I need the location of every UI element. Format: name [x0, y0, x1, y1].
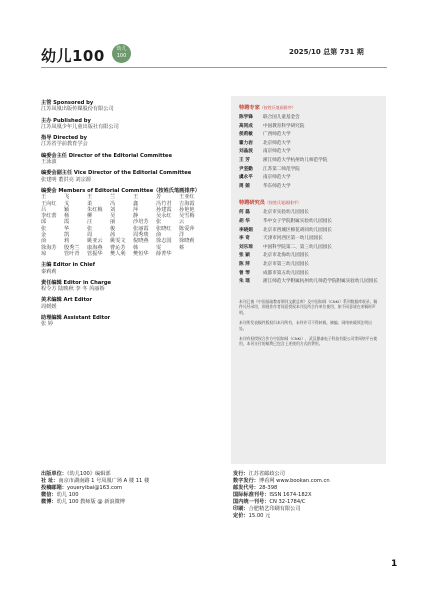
committee-member-name: 洋 — [179, 232, 185, 239]
researcher-row-name: 刘乐琼 — [239, 244, 253, 250]
sponsor-label: 主管 Sponsored by — [41, 100, 94, 106]
committee-member-name: 王 — [133, 194, 139, 201]
researcher-row-org: 北京市西城区棉花胡同幼儿园园长 — [263, 227, 332, 233]
publisher-label: 主办 Published by — [41, 117, 91, 124]
distribution-info-row-label: 发行： — [233, 471, 249, 477]
publication-info-row-value: 《幼儿100》编辑部 — [66, 471, 111, 477]
experts-title-text: 特聘专家 — [239, 105, 260, 111]
art-editor-section — [41, 297, 221, 310]
chief-editor-value: 秦莉莉 — [41, 268, 57, 275]
committee-member-name: 张 — [156, 219, 162, 226]
director-label: 指导 Directed by — [41, 135, 88, 142]
distribution-info-row — [233, 471, 387, 478]
distribution-info-row-label: 国内统一刊号： — [233, 499, 270, 505]
researcher-row — [239, 235, 378, 244]
experts-panel — [231, 96, 386, 464]
committee-member-name: 倪晓燕 — [133, 238, 149, 245]
distribution-info-row — [233, 499, 387, 506]
committee-member-name: 曹沁芳 — [110, 244, 126, 251]
assistant-editor-section — [41, 315, 221, 328]
researcher-row — [239, 218, 378, 227]
researcher-row-name: 胡 华 — [239, 218, 250, 224]
art-editor-label: 美术编辑 Art Editor — [41, 297, 93, 304]
publication-info — [41, 471, 221, 506]
committee-vice-value: 张建明 董洪亮 刘宗源 — [41, 176, 91, 183]
researcher-row-org: 浙江师范大学附属杭州幼儿师范学院附属实验幼儿园园长 — [263, 279, 378, 285]
experts-title-note: （按姓氏笔画排序） — [259, 105, 296, 110]
researchers-title-text: 特聘研究员 — [239, 200, 265, 207]
researcher-row-name: 张 颖 — [239, 253, 250, 259]
editor-in-charge-section — [41, 280, 221, 293]
committee-member-name: 张 — [87, 225, 93, 232]
committee-member-name: 吴 — [110, 213, 116, 220]
committee-member-name: 莉 — [64, 238, 70, 245]
expert-row — [239, 148, 378, 157]
committee-member-name: 凯 — [64, 232, 70, 239]
page-number: 1 — [391, 559, 398, 569]
publication-info-row — [41, 485, 221, 492]
researcher-row-org: 北京市实验幼儿园园长 — [263, 210, 309, 216]
committee-member-name: 王向红 — [41, 200, 57, 207]
expert-row-org: 华东师范大学 — [263, 183, 291, 189]
committee-member-name: 徐志国 — [156, 238, 172, 245]
expert-row-org: 南京师范大学 — [263, 149, 291, 155]
publication-info-row-label: 微博： — [41, 499, 57, 505]
researcher-row-org: 天津市河西区第一幼儿园园长 — [263, 236, 323, 242]
distribution-info-row-label: 定价： — [233, 513, 249, 519]
publication-info-row — [41, 471, 221, 478]
distribution-info-row-label: 国际标准刊号： — [233, 492, 270, 498]
distribution-info-row-value: 江苏省邮政公司 — [248, 471, 285, 477]
publication-info-row-value: 幼儿 100 — [56, 492, 79, 498]
publication-info-row-label: 出版单位： — [41, 471, 67, 477]
publication-info-row-value: 南京市湖南路 1 号凤凰广场 A 楼 11 楼 — [58, 478, 150, 484]
distribution-info-row-value: 合肥精艺印刷有限公司 — [248, 506, 301, 512]
committee-member-name: 飞 — [64, 194, 70, 201]
committee-member-name: 刘 — [110, 206, 116, 213]
committee-member-name: 王 — [41, 194, 47, 201]
committee-member-name: 康海燕 — [87, 244, 103, 251]
expert-row-name: 王 芳 — [239, 157, 250, 163]
researchers-list — [239, 209, 378, 286]
editor-in-charge-value: 程令方 陆映秋 李 冬 芮丽娇 — [41, 286, 105, 293]
committee-member-name: 周秀琰 — [133, 232, 149, 239]
committee-member-name: 李红蕾 — [41, 213, 57, 220]
committee-member-name: 云 — [179, 219, 185, 226]
committee-vice-section — [41, 170, 221, 183]
publication-info-row — [41, 478, 221, 485]
expert-row — [239, 123, 378, 132]
researcher-row-name: 何 磊 — [239, 210, 250, 216]
committee-member-name: 冯 — [110, 200, 116, 207]
sponsor-section — [41, 100, 221, 113]
masthead-left — [41, 100, 221, 333]
committee-member-name: 樊恒华 — [133, 250, 149, 257]
committee-member-name: 吴永红 — [156, 213, 172, 220]
sponsor-value: 江苏凤凰出版传媒股份有限公司 — [41, 106, 114, 113]
committee-member-name: 周 — [87, 232, 93, 239]
committee-member-name: 雯 — [156, 244, 162, 251]
committee-member-name: 朱红梅 — [87, 206, 103, 213]
committee-member-name: 韩 — [133, 244, 139, 251]
expert-row — [239, 174, 378, 183]
header-divider — [41, 67, 387, 68]
publication-info-row-label: 社 址： — [41, 478, 59, 484]
researcher-row — [239, 252, 378, 261]
committee-member-name: 徐晓莉 — [179, 238, 195, 245]
distribution-info-row — [233, 513, 387, 520]
committee-director-value: 王泳波 — [41, 159, 57, 166]
publication-info-row-value: 幼儿 100 教师版 @ 新浪微博 — [56, 499, 125, 505]
committee-member-name: 杨 — [64, 213, 70, 220]
researcher-row — [239, 278, 378, 287]
expert-row-name: 陈学锋 — [239, 115, 253, 120]
committee-member-name: 陈爱萍 — [179, 225, 195, 232]
researcher-row-name: 朱 瑶 — [239, 279, 250, 285]
researcher-row-org: 华中女子学院附属实验幼儿园园长 — [263, 218, 332, 224]
distribution-info-row — [233, 485, 387, 492]
committee-member-name: 张晓红 — [156, 225, 172, 232]
publication-info-row-value: youeryibai@163.com — [66, 485, 123, 491]
committee-member-name: 薛菁华 — [156, 250, 172, 257]
logo-badge: 幼儿100 — [112, 44, 131, 63]
committee-member-name: 吉海霞 — [179, 200, 195, 207]
copyright-note: 本刊所发表稿件版权归本刊所有，未经许可不得转载，摘编、网络转载须注明出处。 — [239, 320, 372, 331]
expert-row — [239, 166, 378, 175]
director-value: 江苏省学前教育学会 — [41, 141, 88, 148]
committee-member-name: 俞 — [156, 232, 162, 239]
expert-row-org: 中国教育科学研究院 — [263, 123, 305, 129]
committee-member-name: 王 — [87, 194, 93, 201]
committee-member-name: 兰 — [110, 194, 116, 201]
committee-member-name: 鑫 — [133, 200, 139, 207]
committee-member-name: 冯竹君 — [156, 200, 172, 207]
expert-row-name: 虞永平 — [239, 175, 253, 181]
expert-row — [239, 114, 378, 123]
committee-director-label: 编委会主任 Director of the Editorial Committee — [41, 152, 172, 159]
researcher-row-name: 李 奇 — [239, 236, 250, 242]
committee-members-section — [41, 188, 221, 257]
researcher-row — [239, 209, 378, 218]
researcher-row — [239, 227, 378, 236]
committee-member-name: 孙艳艳 — [179, 206, 195, 213]
committee-member-name: 戈 — [64, 200, 70, 207]
issue-number: 2025/10 总第 731 期 — [289, 48, 364, 56]
researcher-row-org: 北京市第三幼儿园园长 — [263, 261, 309, 267]
committee-member-name: 邱 — [41, 219, 47, 226]
publication-info-row-label: 投稿邮箱： — [41, 485, 67, 491]
distribution-info-row — [233, 492, 387, 499]
distribution-info-row-value: CN 32-1784/C — [269, 499, 306, 505]
committee-member-name: 管叶青 — [64, 250, 80, 257]
researcher-row — [239, 261, 378, 270]
committee-member-name: 金 — [41, 232, 47, 239]
distribution-info-row — [233, 506, 387, 513]
researcher-row — [239, 270, 378, 279]
researcher-row-name: 李晓娟 — [239, 227, 253, 233]
expert-row-org: 广西师范大学 — [263, 132, 291, 138]
copyright-note: 本刊有权授权合作方中国知网（CNKI），武汉鼎森电子科技有限公司等网络平台使用，本刊支付的稿费已包含上述使用方式的费用。 — [239, 335, 378, 347]
committee-member-name: 柔 — [87, 200, 93, 207]
committee-member-name: 蔡 — [179, 244, 185, 251]
assistant-editor-label: 助理编辑 Assistant Editor — [41, 315, 111, 322]
expert-row-name: 霍力岩 — [239, 140, 253, 146]
experts-title — [239, 104, 378, 111]
committee-member-name: 管振华 — [87, 250, 103, 257]
expert-row — [239, 140, 378, 149]
committee-director-section — [41, 153, 221, 166]
committee-member-name: 俞 — [41, 238, 47, 245]
researcher-row-org: 成都市第五幼儿园园长 — [263, 270, 309, 276]
researchers-title — [239, 199, 378, 206]
committee-member-name: 俊 — [110, 225, 116, 232]
researcher-row-org: 北京市北海幼儿园园长 — [263, 253, 309, 259]
magazine-logo: 幼儿100 — [41, 47, 105, 65]
expert-row-org: 北京师范大学 — [263, 140, 291, 146]
publication-info-row-label: 微信： — [41, 492, 57, 498]
expert-row-org: 南京师范大学 — [263, 175, 291, 181]
expert-row-org: 浙江师范大学杭州幼儿师范学院 — [263, 157, 328, 163]
committee-member-name: 汪 — [87, 219, 93, 226]
expert-row-name: 刘晶波 — [239, 149, 253, 155]
expert-row-name: 尹坚勤 — [239, 166, 253, 172]
committee-member-name: 霞 — [64, 219, 70, 226]
experts-list — [239, 114, 378, 191]
distribution-info-row-value: 博看网 www.bookan.com.cn — [258, 478, 330, 484]
publication-info-row — [41, 492, 221, 499]
copyright-notes — [239, 299, 378, 348]
expert-row-name: 侯莉敏 — [239, 132, 253, 138]
copyright-note: 本刊已被《中国基础教育期刊文献总库》及中国知网（CNKI）系列数据库收录，稿件凡经录用，即视作作者同意授权本刊及所合作单位使用，如不同意请在来稿时声明。 — [239, 298, 378, 316]
distribution-info-row-label: 邮发代号： — [233, 485, 259, 491]
committee-member-name: 姚亚云 — [87, 238, 103, 245]
art-editor-value: 周媛媛 — [41, 303, 57, 310]
publication-info-row — [41, 499, 221, 506]
distribution-info — [233, 471, 387, 520]
committee-member-name: 王亚红 — [179, 194, 195, 201]
distribution-info-row-value: 28-398 — [258, 485, 278, 491]
distribution-info-row-label: 数字发行： — [233, 478, 259, 484]
researcher-row-name: 陈 萍 — [239, 261, 250, 267]
committee-member-name: 张 — [41, 225, 47, 232]
distribution-info-row-value: 15.00 元 — [248, 513, 271, 519]
committee-member-name: 樊人利 — [110, 250, 126, 257]
distribution-info-row-label: 印刷： — [233, 506, 249, 512]
committee-member-name: 琼 — [41, 250, 47, 257]
expert-row-org: 江苏第二师范学院 — [263, 166, 300, 172]
committee-member-name: 姚雯文 — [110, 238, 126, 245]
committee-member-name: 丽 — [110, 219, 116, 226]
committee-member-name: 吕 — [41, 206, 47, 213]
committee-member-name: 萍 — [133, 206, 139, 213]
committee-member-name: 张丽霞 — [133, 225, 149, 232]
committee-member-name: 吴雪梅 — [179, 213, 195, 220]
chief-editor-label: 主编 Editor in Chief — [41, 262, 95, 269]
committee-member-name: 颖 — [64, 206, 70, 213]
committee-member-name: 徐海芳 — [41, 244, 57, 251]
committee-member-name: 华 — [64, 225, 70, 232]
director-section — [41, 135, 221, 148]
distribution-info-row-value: ISSN 1674-182X — [269, 492, 312, 498]
publisher-value: 江苏凤凰少年儿童出版社有限公司 — [41, 123, 119, 130]
committee-member-name: 芳 — [156, 194, 162, 201]
committee-members-list — [41, 194, 221, 257]
committee-member-name: 孙建霞 — [156, 206, 172, 213]
distribution-info-row — [233, 478, 387, 485]
committee-member-name: 柳 — [87, 213, 93, 220]
expert-row-name: 周 兢 — [239, 183, 250, 189]
committee-member-name: 茜 — [110, 232, 116, 239]
researcher-row-name: 曾 琴 — [239, 270, 250, 276]
editor-in-charge-label: 责任编辑 Editor in Charge — [41, 279, 112, 286]
researcher-row — [239, 244, 378, 253]
researcher-row-org: 中国科学院第二、第三幼儿园园长 — [263, 244, 332, 250]
expert-row — [239, 183, 378, 192]
expert-row-name: 高同成 — [239, 123, 253, 129]
committee-member-name: 沙培芳 — [133, 219, 149, 226]
expert-row-org: 联合国儿童基金会 — [263, 115, 300, 120]
committee-vice-label: 编委会副主任 Vice Director of the Editorial Committee — [41, 170, 192, 177]
expert-row — [239, 157, 378, 166]
committee-member-name: 静 — [133, 213, 139, 220]
committee-member-name: 殷秀兰 — [64, 244, 80, 251]
publisher-section — [41, 118, 221, 131]
researchers-title-note: （按姓氏笔画排序） — [264, 200, 301, 206]
committee-members-label: 编委会 Members of Editorial Committee（按姓氏笔画排序） — [41, 187, 200, 194]
expert-row — [239, 131, 378, 140]
chief-editor-section — [41, 262, 221, 275]
assistant-editor-value: 张 婷 — [41, 321, 54, 328]
